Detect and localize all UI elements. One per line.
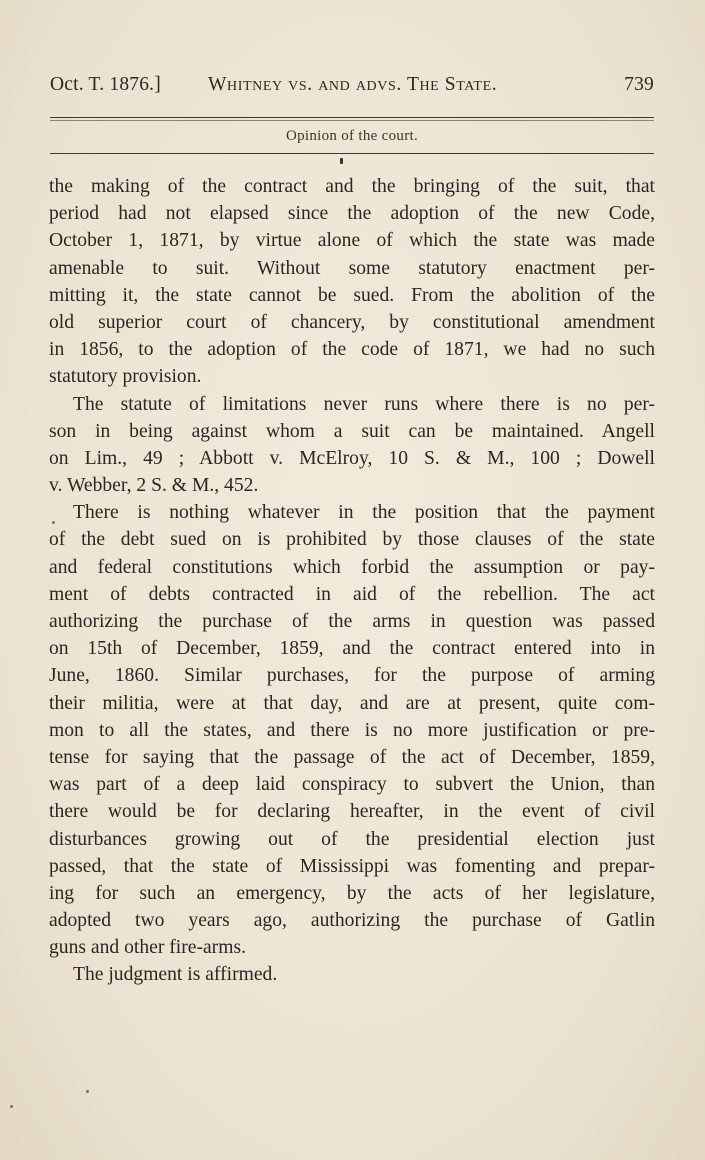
text-line: on 15th of December, 1859, and the contract entered into in — [49, 638, 655, 660]
header-rule-top-thin — [50, 120, 654, 121]
text-line: their militia, were at that day, and are at present, quite com- — [49, 692, 655, 714]
ink-speck — [86, 1090, 89, 1093]
text-line: period had not elapsed since the adoption of the new Code, — [49, 203, 655, 225]
text-line: guns and other fire-arms. — [49, 937, 246, 959]
text-line: passed, that the state of Mississippi was fomenting and prepar- — [49, 855, 655, 877]
text-line: and federal constitutions which forbid the assumption or pay- — [49, 556, 655, 578]
text-line: on Lim., 49 ; Abbott v. McElroy, 10 S. & M., 100 ; Dowell — [49, 447, 655, 469]
text-line: The statute of limitations never runs where there is no per- — [73, 393, 655, 415]
text-line: of the debt sued on is prohibited by those clauses of the state — [49, 529, 655, 551]
text-line: in 1856, to the adoption of the code of 1871, we had no such — [49, 339, 655, 361]
text-line: ment of debts contracted in aid of the rebellion. The act — [49, 583, 655, 605]
text-line: adopted two years ago, authorizing the purchase of Gatlin — [49, 910, 655, 932]
section-subheading: Opinion of the court. — [285, 128, 419, 144]
header-case-title: Whitney vs. and advs. The State. — [208, 74, 498, 95]
text-line: June, 1860. Similar purchases, for the purpose of arming — [49, 665, 655, 687]
running-header — [50, 74, 654, 100]
text-line: statutory provision. — [49, 366, 202, 388]
text-line: There is nothing whatever in the position that the payment — [73, 502, 655, 524]
header-rule-top — [50, 117, 654, 118]
text-line: amenable to suit. Without some statutory enactment per- — [49, 257, 655, 279]
text-line: tense for saying that the passage of the act of December, 1859, — [49, 746, 655, 768]
opinion-body — [49, 173, 655, 989]
text-line: ing for such an emergency, by the acts of her legislature, — [49, 882, 655, 904]
text-line: there would be for declaring hereafter, in the event of civil — [49, 801, 655, 823]
header-rule-bottom — [50, 153, 654, 154]
text-line: authorizing the purchase of the arms in question was passed — [49, 611, 655, 632]
text-line: v. Webber, 2 S. & M., 452. — [49, 475, 259, 497]
text-line: son in being against whom a suit can be maintained. Angell — [49, 420, 655, 442]
text-line: mitting it, the state cannot be sued. From the abolition of the — [49, 284, 655, 306]
text-line: old superior court of chancery, by constitutional amendment — [49, 311, 655, 333]
header-term: Oct. T. 1876.] — [50, 74, 161, 95]
text-line: The judgment is affirmed. — [73, 964, 278, 986]
text-line: disturbances growing out of the presidential election just — [49, 828, 655, 850]
text-line: was part of a deep laid conspiracy to subvert the Union, than — [49, 774, 655, 796]
ink-speck — [340, 158, 343, 164]
text-line: mon to all the states, and there is no more justification or pre- — [49, 719, 655, 741]
ink-speck — [10, 1105, 13, 1108]
page-number: 739 — [624, 74, 654, 95]
ink-speck — [52, 521, 55, 524]
text-line: the making of the contract and the bringing of the suit, that — [49, 176, 655, 197]
text-line: October 1, 1871, by virtue alone of which the state was made — [49, 230, 655, 252]
